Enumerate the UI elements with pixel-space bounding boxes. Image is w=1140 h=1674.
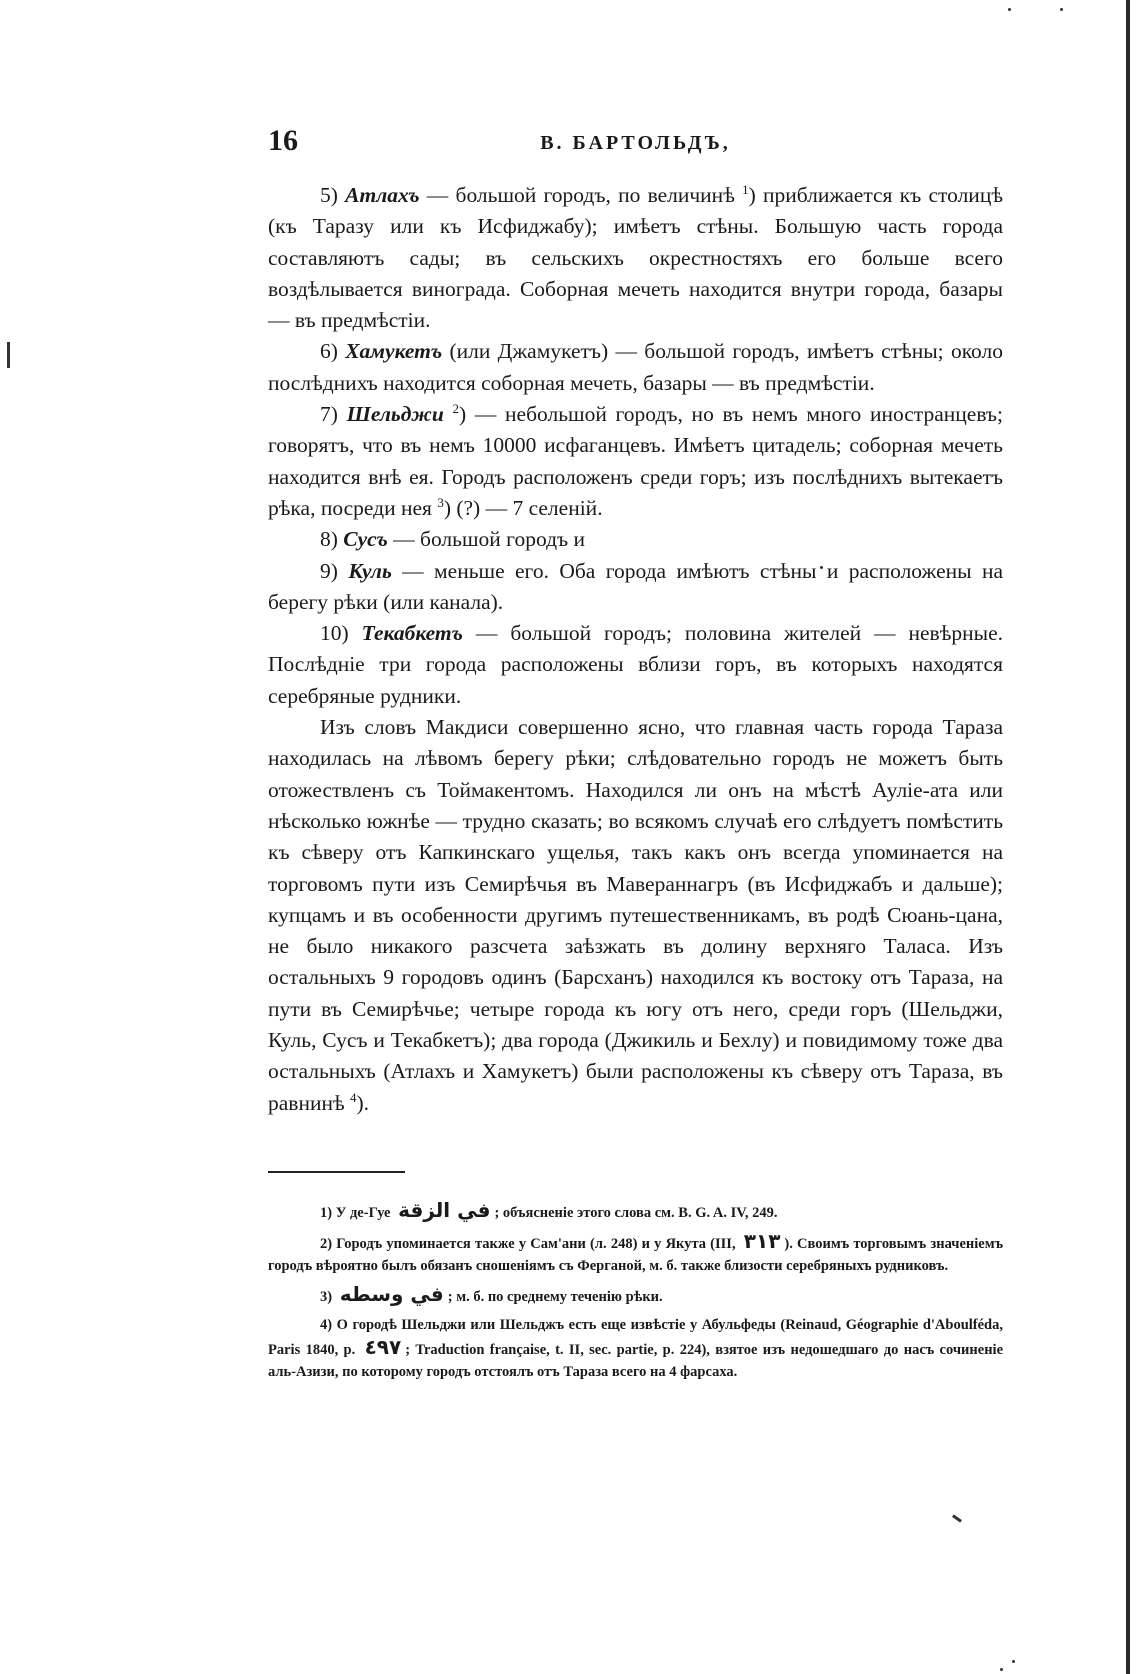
- paragraph-6: [268, 336, 1003, 399]
- page-edge-line: [1126, 0, 1130, 1674]
- footnote-text: 4) О городѣ Шельджи или Шельджъ есть еще извѣстіе у Абульфеды (Reinaud, Géographie d'Aboulféda, Paris 1840, p.: [268, 1317, 1003, 1358]
- body-text: [268, 180, 1003, 1119]
- page-number: 16: [268, 124, 298, 157]
- speck: [1008, 8, 1011, 11]
- place-name: Текабкетъ: [361, 621, 463, 646]
- place-name: Атлахъ: [345, 183, 420, 207]
- paragraph-text: — большой городъ, по величинѣ: [419, 183, 743, 207]
- footnote-rule: [268, 1171, 405, 1173]
- footnote-text: 1) У де-Гуе: [320, 1205, 391, 1221]
- place-name: Куль: [348, 558, 392, 583]
- footnote-text: ; Traduction française, t. II, sec. partie, p. 224), взятое изъ недошедшаго до насъ сочиненіе аль-Азизи, по которому городъ отстоялъ отъ Тараза всего на 4 фарсаха.: [268, 1342, 1004, 1380]
- footnote-text: ; м. б. по среднему теченію рѣки.: [447, 1289, 663, 1305]
- paragraph-text: Изъ словъ Макдиси совершенно ясно, что главная часть города Тараза находилась на лѣвомъ берегу рѣки; слѣдовательно городъ не можетъ быть отожествленъ съ Тоймакентомъ. Находился ли онъ на мѣстѣ Ауліе-ата или нѣсколько южнѣе — трудно сказать; во всякомъ случаѣ его слѣдуетъ помѣстить къ сѣверу отъ Капкинскаго ущелья, такъ какъ онъ всегда упоминается на торговомъ пути изъ Семирѣчья въ Мавераннагръ (въ Исфиджабъ и дальше); купцамъ и въ особенности другимъ путешественникамъ, въ родѣ Сюань-цана, не было никакого разсчета заѣзжать въ долину верхняго Таласа. Изъ остальныхъ 9 городовъ одинъ (Барсханъ) находился къ востоку отъ Тараза, на пути въ Семирѣчье; четыре города къ югу отъ него, среди горъ (Шельджи, Куль, Сусъ и Текабкетъ); два города (Джикиль и Бехлу) и повидимому тоже два остальныхъ (Атлахъ и Хамукетъ) были расположены къ сѣверу отъ Тараза, въ равнинѣ: [268, 715, 1003, 1115]
- footnote-2: [268, 1230, 1003, 1277]
- item-number: 5): [320, 183, 338, 207]
- speck: [1012, 1660, 1015, 1663]
- paragraph-text: ) (?) — 7 селеній.: [443, 495, 603, 520]
- item-number: 7): [320, 402, 338, 427]
- paragraph-text: ).: [356, 1090, 370, 1115]
- footnote-ref: 3: [437, 494, 444, 510]
- speck: [1000, 1668, 1003, 1671]
- footnote-text: 3): [320, 1289, 333, 1305]
- item-number: 10): [320, 621, 349, 646]
- paragraph-conclusion: [268, 712, 1003, 1119]
- paragraph-text: — большой городъ и: [387, 527, 586, 552]
- arabic-numerals: ٣١٣: [743, 1229, 781, 1253]
- item-number: 9): [320, 558, 338, 583]
- footnote-ref: 4: [350, 1089, 357, 1105]
- footnote-ref: 1: [742, 182, 749, 197]
- footnote-text: ). Своимъ торговымъ значеніемъ городъ вѣроятно былъ обязанъ сношеніямъ съ Ферганой, м. б. также близости серебряныхъ рудниковъ.: [268, 1236, 1004, 1274]
- place-name: Хамукетъ: [345, 339, 443, 364]
- paragraph-8: [268, 524, 1003, 555]
- arabic-text: في وسطه: [339, 1282, 444, 1306]
- footnote-text: ; объясненіе этого слова см. B. G. A. IV, 249.: [494, 1205, 778, 1221]
- footnote-text: 2) Городъ упоминается также у Сам'ани (л. 248) и у Якута (III,: [320, 1236, 736, 1252]
- stray-mark: [952, 1514, 962, 1522]
- footnote-4: [268, 1314, 1003, 1383]
- item-number: 8): [320, 527, 338, 552]
- paragraph-text: ) — небольшой городъ, но въ немъ много иностранцевъ; говорятъ, что въ немъ 10000 исфаганцевъ. Имѣетъ цитадель; соборная мечеть находится внѣ ея. Городъ расположенъ среди горъ; изъ послѣднихъ вытекаетъ рѣка, посреди нея: [268, 402, 1004, 520]
- arabic-text: في الزقة: [398, 1198, 491, 1222]
- footnote-ref: 2: [452, 401, 459, 417]
- page-header: [268, 124, 1003, 164]
- footnote-1: [268, 1199, 1003, 1224]
- footnotes: [268, 1199, 1003, 1389]
- paragraph-9: [268, 556, 1003, 619]
- running-head: В. БАРТОЛЬДЪ,: [540, 132, 731, 154]
- paragraph-10: [268, 618, 1003, 712]
- speck: [1060, 8, 1063, 11]
- paragraph-text: (или Джамукетъ) — большой городъ, имѣетъ стѣны; около послѣднихъ находится соборная мечеть, базары — въ предмѣстіи.: [268, 339, 1003, 395]
- paragraph-text: ) приближается къ столицѣ (къ Таразу или къ Исфиджабу); имѣетъ стѣны. Большую часть города составляютъ сады; въ сельскихъ окрестностяхъ его больше всего воздѣлывается винограда. Соборная мечеть находится внутри города, базары — въ предмѣстіи.: [268, 183, 1003, 333]
- paragraph-text: — меньше его. Оба города имѣютъ стѣны и расположены на берегу рѣки (или канала).: [268, 558, 1003, 614]
- item-number: 6): [320, 339, 338, 364]
- margin-mark: [7, 342, 10, 368]
- place-name: Сусъ: [343, 527, 388, 552]
- place-name: Шельджи: [346, 402, 444, 427]
- paragraph-5: [268, 180, 1003, 336]
- paragraph-7: [268, 399, 1003, 524]
- arabic-numerals: ٤٩٧: [364, 1335, 402, 1359]
- paragraph-text: — большой городъ; половина жителей — невѣрные. Послѣдніе три города расположены вблизи горъ, въ которыхъ находятся серебряные рудники.: [268, 621, 1004, 708]
- footnote-3: [268, 1283, 1003, 1308]
